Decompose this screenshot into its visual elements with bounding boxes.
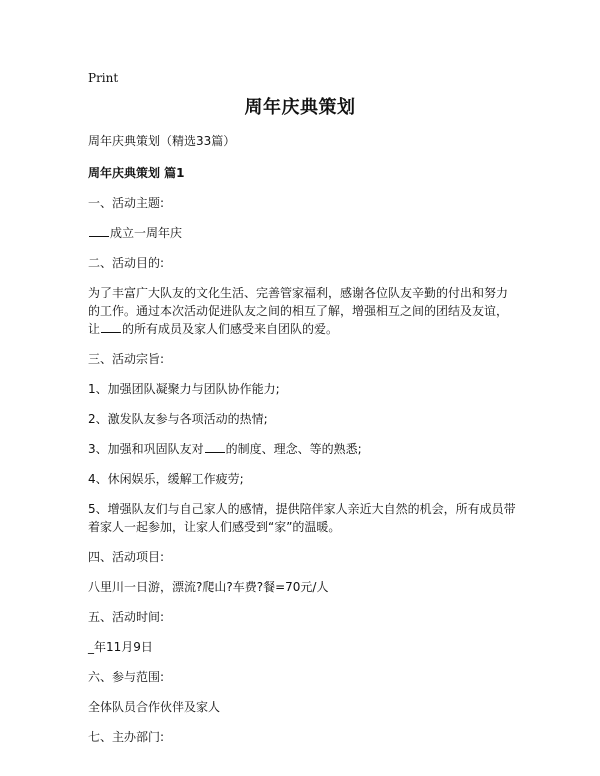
purpose-heading: 二、活动目的: (88, 256, 165, 270)
purpose-paragraph (88, 284, 518, 338)
principle-item (88, 440, 518, 458)
principle-item: 4、休闲娱乐，缓解工作疲劳; (88, 472, 244, 486)
principle-item: 2、激发队友参与各项活动的热情; (88, 412, 268, 426)
time-heading: 五、活动时间: (88, 610, 165, 624)
principle-heading: 三、活动宗旨: (88, 352, 165, 366)
principle-3-post: 的制度、理念、等的熟悉; (225, 442, 362, 456)
section-heading: 周年庆典策划 篇1 (88, 166, 185, 180)
project-text: 八里川一日游，漂流?爬山?车费?餐=70元/人 (88, 580, 329, 594)
blank-line (89, 224, 109, 237)
principle-item: 5、增强队友们与自己家人的感情，提供陪伴家人亲近大自然的机会，所有成员带着家人一起参加，让家人们感受到“家”的温暖。 (88, 502, 516, 534)
principle-item: 1、加强团队凝聚力与团队协作能力; (88, 382, 280, 396)
project-heading: 四、活动项目: (88, 550, 165, 564)
scope-heading: 六、参与范围: (88, 670, 165, 684)
blank-line (101, 320, 121, 333)
theme-heading: 一、活动主题: (88, 196, 165, 210)
purpose-text-part1: 为了丰富广大队友的文化生活、完善管家福利，感谢各位队友辛勤的付出和努力的工作。通过本次活动促进队友之间的相互了解，增强相互之间的团结及友谊，让 (88, 286, 509, 336)
purpose-text-part2: 的所有成员及家人们感受来自团队的爱。 (122, 322, 339, 336)
principle-3-pre: 3、加强和巩固队友对 (88, 442, 204, 456)
organizer-heading: 七、主办部门: (88, 730, 165, 744)
print-label: Print (88, 71, 119, 85)
blank-line (205, 440, 225, 453)
document-body (88, 132, 518, 758)
time-text: _年11月9日 (88, 640, 153, 654)
theme-line (88, 224, 518, 242)
document-subtitle: 周年庆典策划（精选33篇） (88, 134, 236, 148)
theme-text: 成立一周年庆 (110, 226, 183, 240)
document-title: 周年庆典策划 (244, 97, 356, 118)
scope-text: 全体队员合作伙伴及家人 (88, 700, 221, 714)
